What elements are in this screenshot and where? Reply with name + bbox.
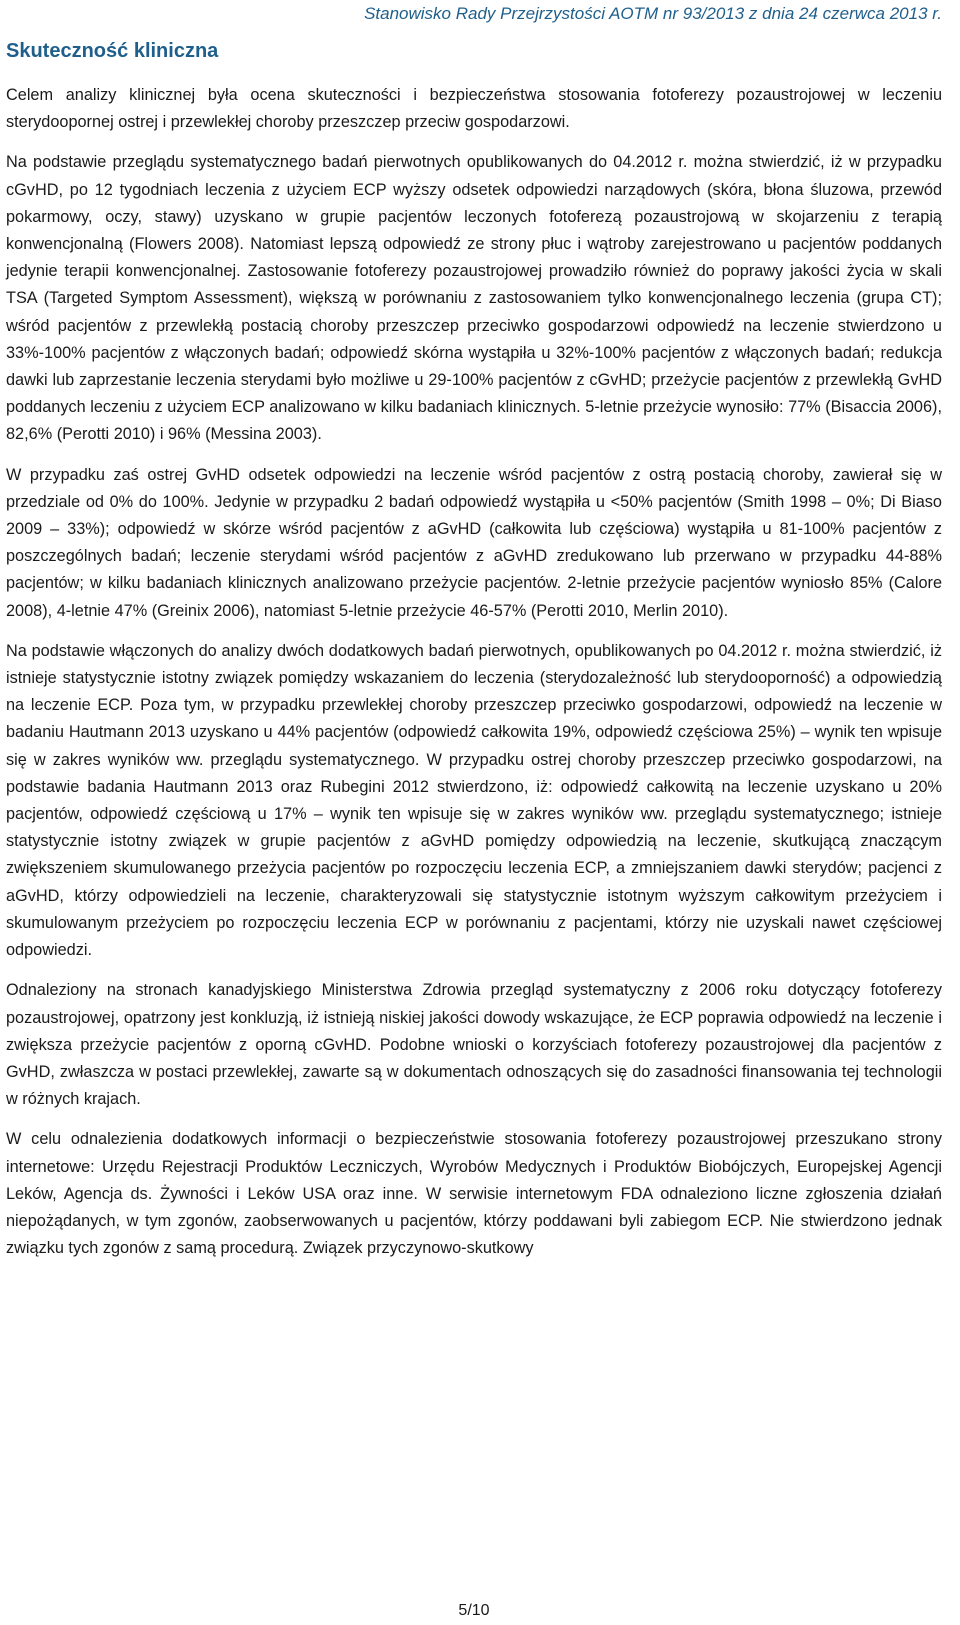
document-page xyxy=(6,0,942,1625)
paragraph-agvhd-results: W przypadku zaś ostrej GvHD odsetek odpowiedzi na leczenie wśród pacjentów z ostrą postacią choroby, zawierał się w przedziale od 0% do 100%. Jedynie w przypadku 2 badań odpowiedź wystąpiła u <50% pacjentów (Smith 1998 – 0%; Di Biaso 2009 – 33%); odpowiedź w skórze wśród pacjentów z aGvHD (całkowita lub częściowa) wystąpiła u 81-100% pacjentów z poszczególnych badań; leczenie sterydami wśród pacjentów z aGvHD zredukowano lub przerwano w przypadku 44-88% pacjentów; w kilku badaniach klinicznych analizowano przeżycie pacjentów. 2-letnie przeżycie pacjentów wyniosło 85% (Calore 2008), 4-letnie 47% (Greinix 2006), natomiast 5-letnie przeżycie 46-57% (Perotti 2010, Merlin 2010). xyxy=(6,465,942,620)
paragraph-additional-studies: Na podstawie włączonych do analizy dwóch dodatkowych badań pierwotnych, opublikowanych po 04.2012 r. można stwierdzić, iż istnieje statystycznie istotny związek pomiędzy wskazaniem do leczenia (sterydozależność lub sterydooporność) a odpowiedzią na leczenie ECP. Poza tym, w przypadku przewlekłej choroby przeszczep przeciwko gospodarzowi, odpowiedź na leczenie w badaniu Hautmann 2013 uzyskano u 44% pacjentów (odpowiedź całkowita 19%, odpowiedź częściowa 25%) – wynik ten wpisuje się w zakres wyników ww. przeglądu systematycznego. W przypadku ostrej choroby przeszczep przeciwko gospodarzowi, na podstawie badania Hautmann 2013 oraz Rubegini 2012 stwierdzono, iż: odpowiedź całkowitą na leczenie uzyskano u 20% pacjentów, odpowiedź częściową u 17% – wynik ten wpisuje się w zakres wyników ww. przeglądu systematycznego; istnieje statystycznie istotny związek w grupie pacjentów z aGvHD pomiędzy odpowiedzią na leczenie, skutkującą znaczącym zwiększeniem skumulowanego przeżycia pacjentów po rozpoczęciu leczenia ECP, a zmniejszaniem dawki sterydów; pacjenci z aGvHD, którzy odpowiedzieli na leczenie, charakteryzowali się statystycznie istotnym wyższym całkowitym przeżyciem i skumulowanym przeżyciem po rozpoczęciu leczenia ECP w porównaniu z pacjentami, którzy nie uzyskali nawet częściowej odpowiedzi. xyxy=(6,641,942,960)
body-text xyxy=(6,82,942,1275)
running-header: Stanowisko Rady Przejrzystości AOTM nr 93/2013 z dnia 24 czerwca 2013 r. xyxy=(364,4,942,23)
paragraph-canadian-review: Odnaleziony na stronach kanadyjskiego Ministerstwa Zdrowia przegląd systematyczny z 2006 roku dotyczący fotoferezy pozaustrojowej, opatrzony jest konkluzją, iż istnieją niskiej jakości dowody wskazujące, że ECP poprawia odpowiedź na leczenie i zwiększa przeżycie pacjentów z oporną cGvHD. Podobne wnioski o korzyściach fotoferezy pozaustrojowej dla pacjentów z GvHD, zwłaszcza w postaci przewlekłej, zawarte są w dokumentach odnoszących się do zasadności finansowania tej technologii w różnych krajach. xyxy=(6,981,942,1109)
page-number: 5/10 xyxy=(458,1602,490,1619)
paragraph-analysis-goal: Celem analizy klinicznej była ocena skuteczności i bezpieczeństwa stosowania fotoferezy pozaustrojowej w leczeniu sterydoopornej ostrej i przewlekłej choroby przeszczep przeciw gospodarzowi. xyxy=(6,86,942,132)
section-title: Skuteczność kliniczna xyxy=(6,40,219,62)
paragraph-safety-search: W celu odnalezienia dodatkowych informacji o bezpieczeństwie stosowania fotoferezy pozaustrojowej przeszukano strony internetowe: Urzędu Rejestracji Produktów Leczniczych, Wyrobów Medycznych i Produktów Biobójczych, Europejskej Agencji Leków, Agencja ds. Żywności i Leków USA oraz inne. W serwisie internetowym FDA odnaleziono liczne zgłoszenia działań niepożądanych, w tym zgonów, zaobserwowanych u pacjentów, którzy poddawani byli zabiegom ECP. Nie stwierdzono jednak związku tych zgonów z samą procedurą. Związek przyczynowo-skutkowy xyxy=(6,1130,942,1258)
paragraph-cgvhd-results: Na podstawie przeglądu systematycznego badań pierwotnych opublikowanych do 04.2012 r. można stwierdzić, iż w przypadku cGvHD, po 12 tygodniach leczenia z użyciem ECP wyższy odsetek odpowiedzi narządowych (skóra, błona śluzowa, przewód pokarmowy, oczy, stawy) uzyskano w grupie pacjentów leczonych fotoferezą pozaustrojową w skojarzeniu z terapią konwencjonalną (Flowers 2008). Natomiast lepszą odpowiedź ze strony płuc i wątroby zarejestrowano u pacjentów poddanych jedynie terapii konwencjonalnej. Zastosowanie fotoferezy pozaustrojowej prowadziło również do poprawy jakości życia w skali TSA (Targeted Symptom Assessment), większą w porównaniu z zastosowaniem tylko konwencjonalnego leczenia (grupa CT); wśród pacjentów z przewlekłą postacią choroby przeszczep przeciwko gospodarzowi odpowiedź na leczenie stwierdzono u 33%-100% pacjentów z włączonych badań; odpowiedź skórna wystąpiła u 32%-100% pacjentów z włączonych badań; redukcja dawki lub zaprzestanie leczenia sterydami było możliwe u 29-100% pacjentów z cGvHD; przeżycie pacjentów z przewlekłą GvHD poddanych leczeniu z użyciem ECP analizowano w kilku badaniach klinicznych. 5-letnie przeżycie wynosiło: 77% (Bisaccia 2006), 82,6% (Perotti 2010) i 96% (Messina 2003). xyxy=(6,153,942,444)
